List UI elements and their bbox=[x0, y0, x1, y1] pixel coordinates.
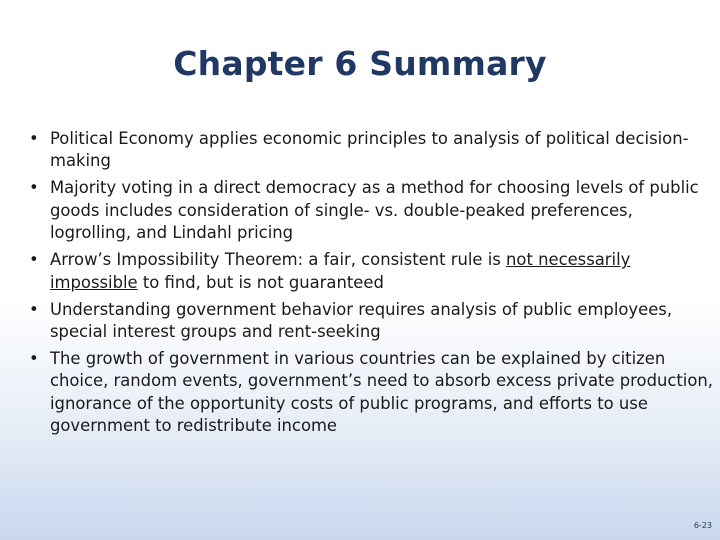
bullet-item bbox=[22, 348, 716, 438]
bullet-item bbox=[22, 299, 716, 344]
bullet-icon: • bbox=[29, 299, 39, 319]
bullet-icon: • bbox=[29, 129, 39, 148]
bullet-icon: • bbox=[29, 178, 39, 198]
bullet-item bbox=[22, 177, 716, 244]
bullet-list bbox=[22, 128, 716, 442]
bullet-text: Majority voting in a direct democracy as a method for choosing levels of public goods includes consideration of single- vs. double-peaked preferences, logrolling, and Lindahl pricing bbox=[50, 178, 699, 243]
bullet-icon: • bbox=[29, 349, 39, 369]
bullet-text-underlined: not necessarily impossible bbox=[50, 250, 631, 292]
bullet-icon: • bbox=[29, 250, 39, 270]
bullet-text: Political Economy applies economic principles to analysis of political decision-making bbox=[50, 129, 689, 171]
bullet-text-before: Arrow’s Impossibility Theorem: a fair, consistent rule is bbox=[50, 250, 507, 270]
bullet-item bbox=[22, 128, 716, 173]
bullet-text: The growth of government in various countries can be explained by citizen choice, random events, government’s need to absorb excess private production, ignorance of the opportunity costs of public programs, and efforts to use government to redistribute income bbox=[50, 349, 713, 436]
page-number: 6-23 bbox=[693, 521, 712, 530]
slide-title: Chapter 6 Summary bbox=[173, 44, 547, 83]
bullet-item bbox=[22, 249, 716, 294]
bullet-text: Understanding government behavior requires analysis of public employees, special interest groups and rent-seeking bbox=[50, 299, 673, 342]
bullet-text-after: to find, but is not guaranteed bbox=[137, 272, 384, 292]
